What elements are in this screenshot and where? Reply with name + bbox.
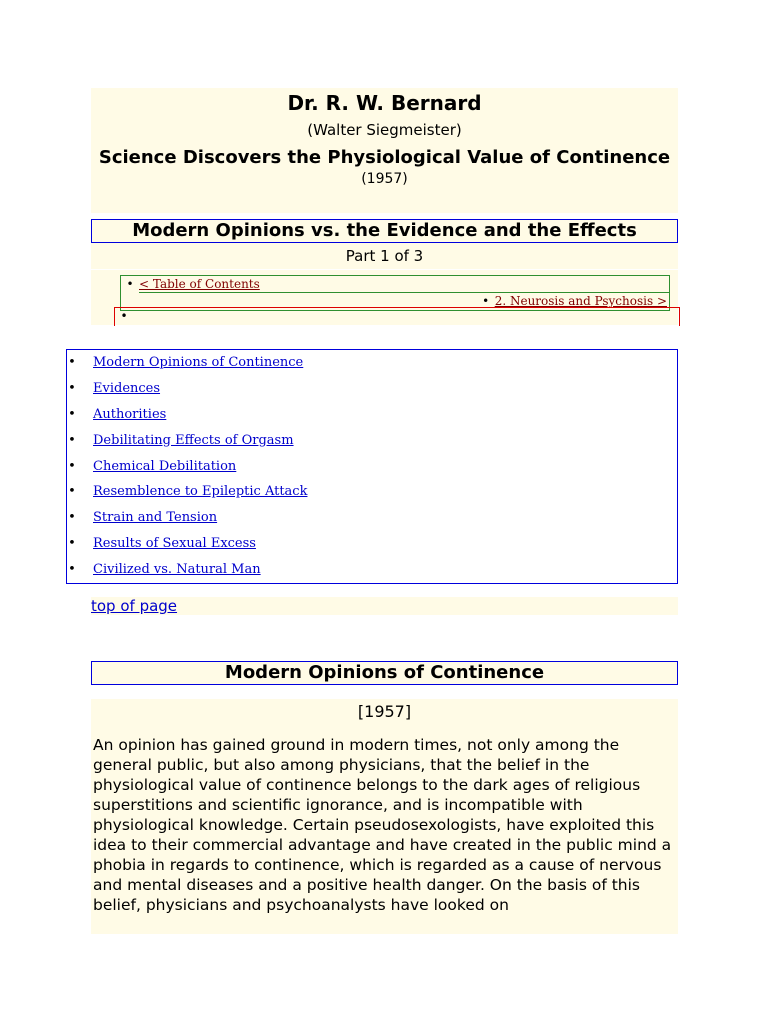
- bullet-icon: •: [68, 458, 76, 474]
- bullet-icon: •: [482, 294, 490, 308]
- empty-nav-item: [114, 307, 680, 326]
- list-item: [67, 535, 677, 561]
- author-alias: (Walter Siegmeister): [307, 121, 462, 139]
- part-indicator: Part 1 of 3: [91, 243, 678, 269]
- list-item: [67, 458, 677, 484]
- nav-prev-item: [121, 276, 262, 292]
- toc-link[interactable]: Results of Sexual Excess: [93, 536, 256, 552]
- list-item: [67, 509, 677, 535]
- next-chapter-link[interactable]: 2. Neurosis and Psychosis >: [494, 294, 667, 308]
- section-title: Modern Opinions of Continence: [91, 661, 678, 685]
- section-header: Modern Opinions vs. the Evidence and the Effects: [91, 219, 678, 243]
- toc-link[interactable]: Civilized vs. Natural Man: [93, 562, 261, 578]
- toc-link[interactable]: Debilitating Effects of Orgasm: [93, 432, 294, 448]
- toc-link[interactable]: Modern Opinions of Continence: [93, 355, 304, 370]
- bullet-icon: •: [126, 277, 134, 291]
- bullet-icon: •: [68, 484, 76, 500]
- nav-box: [120, 275, 670, 311]
- list-item: [67, 354, 677, 380]
- list-item: [67, 406, 677, 432]
- top-of-page-bar: [91, 597, 678, 615]
- list-item: [67, 561, 677, 587]
- author-name: Dr. R. W. Bernard: [287, 91, 482, 115]
- section-date: [1957]: [357, 702, 412, 721]
- body-paragraph: An opinion has gained ground in modern times, not only among the general public, but also among physicians, that the belief in the physiological value of continence belongs to the dark ages of religious superstitions and scientific ignorance, and is incompatible with physiological knowledge. Certain pseudosexologists, have exploited this idea to their commercial advantage and have created in the public mind a phobia in regards to continence, which is regarded as a cause of nervous and mental diseases and a positive health danger. On the basis of this belief, physicians and psychoanalysts have looked on: [93, 736, 672, 914]
- table-of-contents-link[interactable]: < Table of Contents: [139, 277, 260, 291]
- bullet-icon: •: [68, 355, 76, 370]
- bullet-icon: •: [68, 432, 76, 448]
- toc-link[interactable]: Evidences: [93, 380, 161, 396]
- toc-link[interactable]: Authorities: [93, 406, 167, 422]
- section-content: [91, 699, 678, 934]
- toc-link[interactable]: Resemblence to Epileptic Attack: [93, 484, 308, 500]
- publication-year: (1957): [361, 171, 408, 187]
- list-item: [67, 380, 677, 406]
- bullet-icon: •: [68, 510, 76, 526]
- bullet-icon: •: [120, 309, 128, 323]
- bullet-icon: •: [68, 536, 76, 552]
- toc-link[interactable]: Strain and Tension: [93, 510, 218, 526]
- table-of-contents: [66, 349, 678, 584]
- bullet-icon: •: [68, 562, 76, 578]
- document-header: [91, 88, 678, 213]
- book-title: Science Discovers the Physiological Value of Continence: [98, 147, 671, 168]
- list-item: [67, 432, 677, 458]
- bullet-icon: •: [68, 380, 76, 396]
- chapter-navigation: [91, 270, 678, 325]
- toc-link[interactable]: Chemical Debilitation: [93, 458, 237, 474]
- bullet-icon: •: [68, 406, 76, 422]
- list-item: [67, 483, 677, 509]
- top-of-page-link[interactable]: top of page: [91, 597, 178, 615]
